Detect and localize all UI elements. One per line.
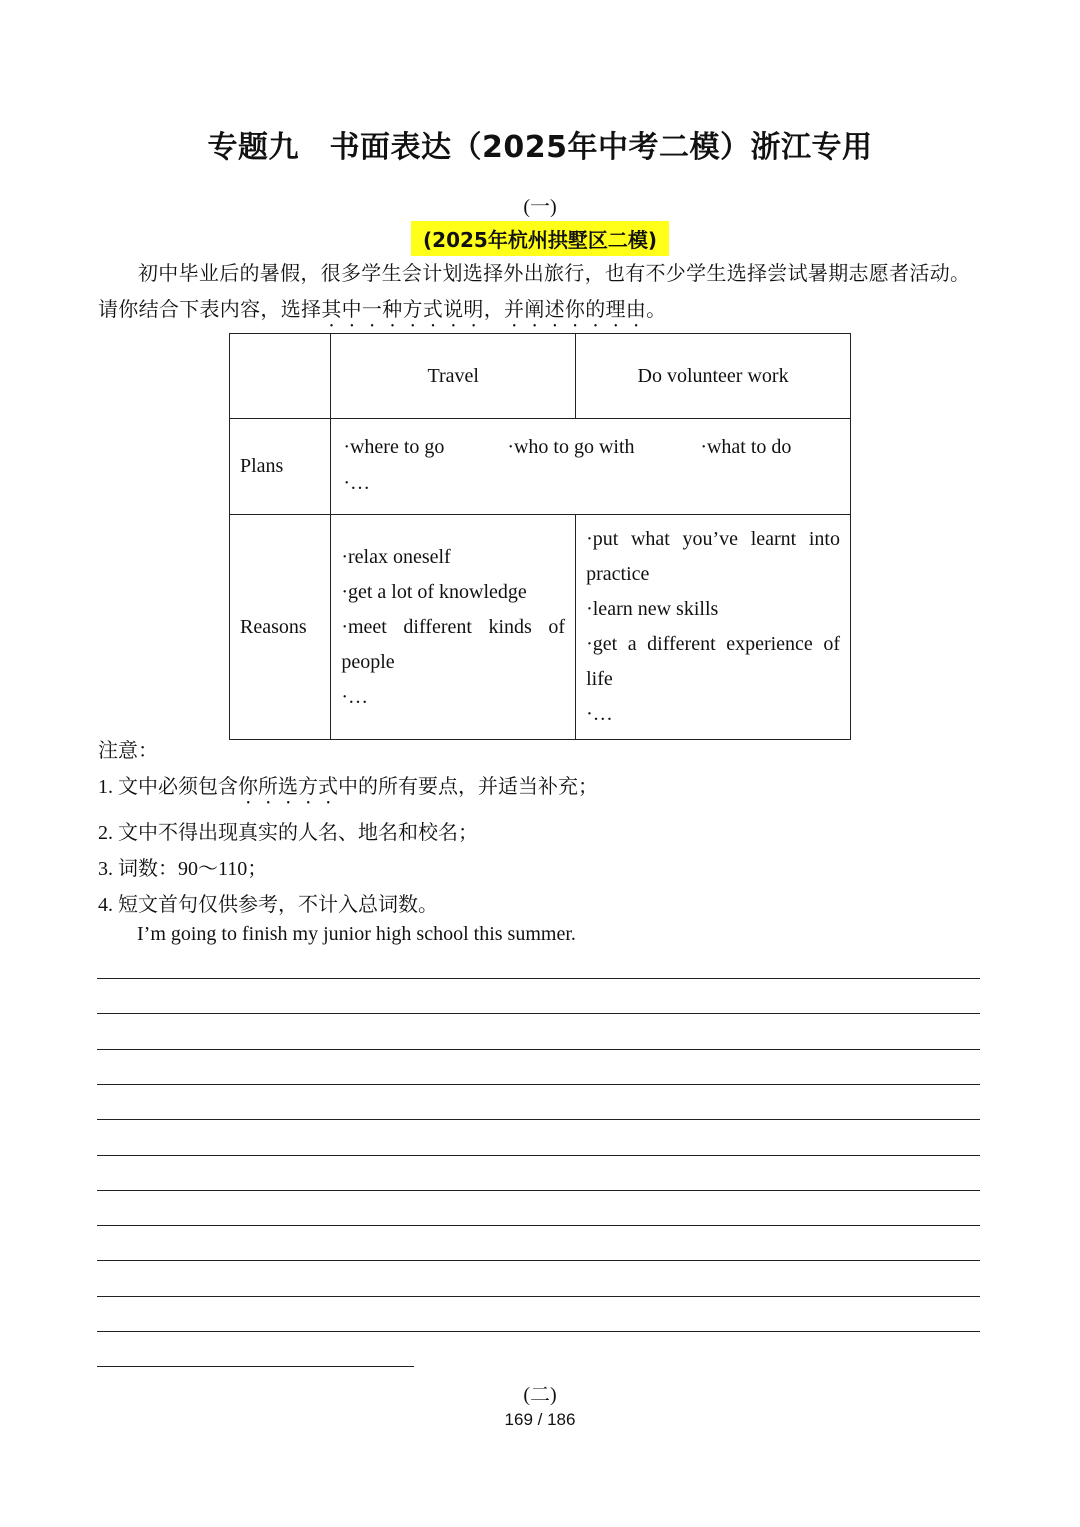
writing-line (97, 1260, 980, 1261)
writing-line (97, 1225, 980, 1226)
writing-line (97, 1155, 980, 1156)
plans-content (331, 419, 851, 515)
opening-sentence: I’m going to finish my junior high school this summer. (137, 923, 576, 945)
plan-item-what: ·what to do (700, 436, 792, 458)
table-header-row (230, 334, 851, 419)
writing-line (97, 1190, 980, 1191)
reason-travel-knowledge: ·get a lot of knowledge (341, 580, 527, 603)
reasons-label: Reasons (230, 515, 331, 740)
writing-line (97, 1119, 980, 1120)
page-number: 169 / 186 (504, 1410, 576, 1429)
reason-volunteer-practice: ·put what you’ve learnt into practice (586, 528, 840, 585)
table-row-reasons (230, 515, 851, 740)
prompt-text-end: 。 (646, 299, 667, 321)
prompt-text-mid: ， (483, 299, 505, 321)
plans-label: Plans (230, 419, 331, 515)
notes-heading: 注意： (98, 740, 158, 762)
reasons-volunteer (576, 515, 851, 740)
reason-travel-people: ·meet different kinds of people (341, 615, 566, 673)
reason-volunteer-skills: ·learn new skills (586, 598, 719, 620)
prompt-text-before: 初中毕业后的暑假，很多学生会计划选择外出旅行，也有不少学生选择尝试暑期志愿者活动。请你结合下表内容，选择 (98, 263, 971, 321)
note-1-before: 1. 文中必须包含 (98, 776, 238, 798)
reason-travel-more: ·… (341, 685, 368, 708)
notes-block (98, 733, 988, 923)
plan-item-more: ·… (343, 472, 370, 494)
reason-travel-relax: ·relax oneself (341, 545, 451, 568)
note-1-emphasis: 你所选方式 (238, 776, 338, 798)
writing-line (97, 1296, 980, 1297)
writing-line (97, 978, 980, 979)
exam-source-highlight: (2025年杭州拱墅区二模) (411, 221, 669, 256)
reason-volunteer-more: ·… (586, 703, 613, 725)
page-title: 专题九 书面表达（2025年中考二模）浙江专用 (207, 130, 873, 165)
writing-line (97, 1331, 980, 1332)
plan-item-where: ·where to go (343, 436, 445, 458)
plans-line-two (343, 465, 840, 501)
reason-volunteer-experience: ·get a different experience of life (586, 633, 840, 690)
source-wrapper (0, 221, 1080, 256)
plans-line-one (343, 429, 840, 465)
note-1-after: 中的所有要点，并适当补充； (338, 776, 598, 798)
writing-line (97, 1049, 980, 1050)
writing-line (97, 1013, 980, 1014)
table-row-plans (230, 419, 851, 515)
writing-line (97, 1084, 980, 1085)
section-two-label: (二) (523, 1384, 557, 1406)
writing-prompt (98, 256, 983, 332)
note-item-3: 3. 词数：90～110； (98, 858, 268, 880)
prompt-emphasis-one: 其中一种方式说明 (321, 299, 484, 321)
reasons-travel (331, 515, 576, 740)
section-one-label: (一) (523, 196, 557, 218)
note-item-2: 2. 文中不得出现真实的人名、地名和校名； (98, 822, 478, 844)
writing-line-short (97, 1366, 414, 1367)
header-empty-cell (230, 334, 331, 419)
prompt-emphasis-two: 并阐述你的理由 (504, 299, 647, 321)
note-item-4: 4. 短文首句仅供参考，不计入总词数。 (98, 894, 438, 916)
header-travel: Travel (331, 334, 576, 419)
options-table (229, 333, 851, 740)
plan-item-who: ·who to go with (507, 436, 635, 458)
note-item-1 (98, 769, 988, 809)
header-volunteer: Do volunteer work (576, 334, 851, 419)
